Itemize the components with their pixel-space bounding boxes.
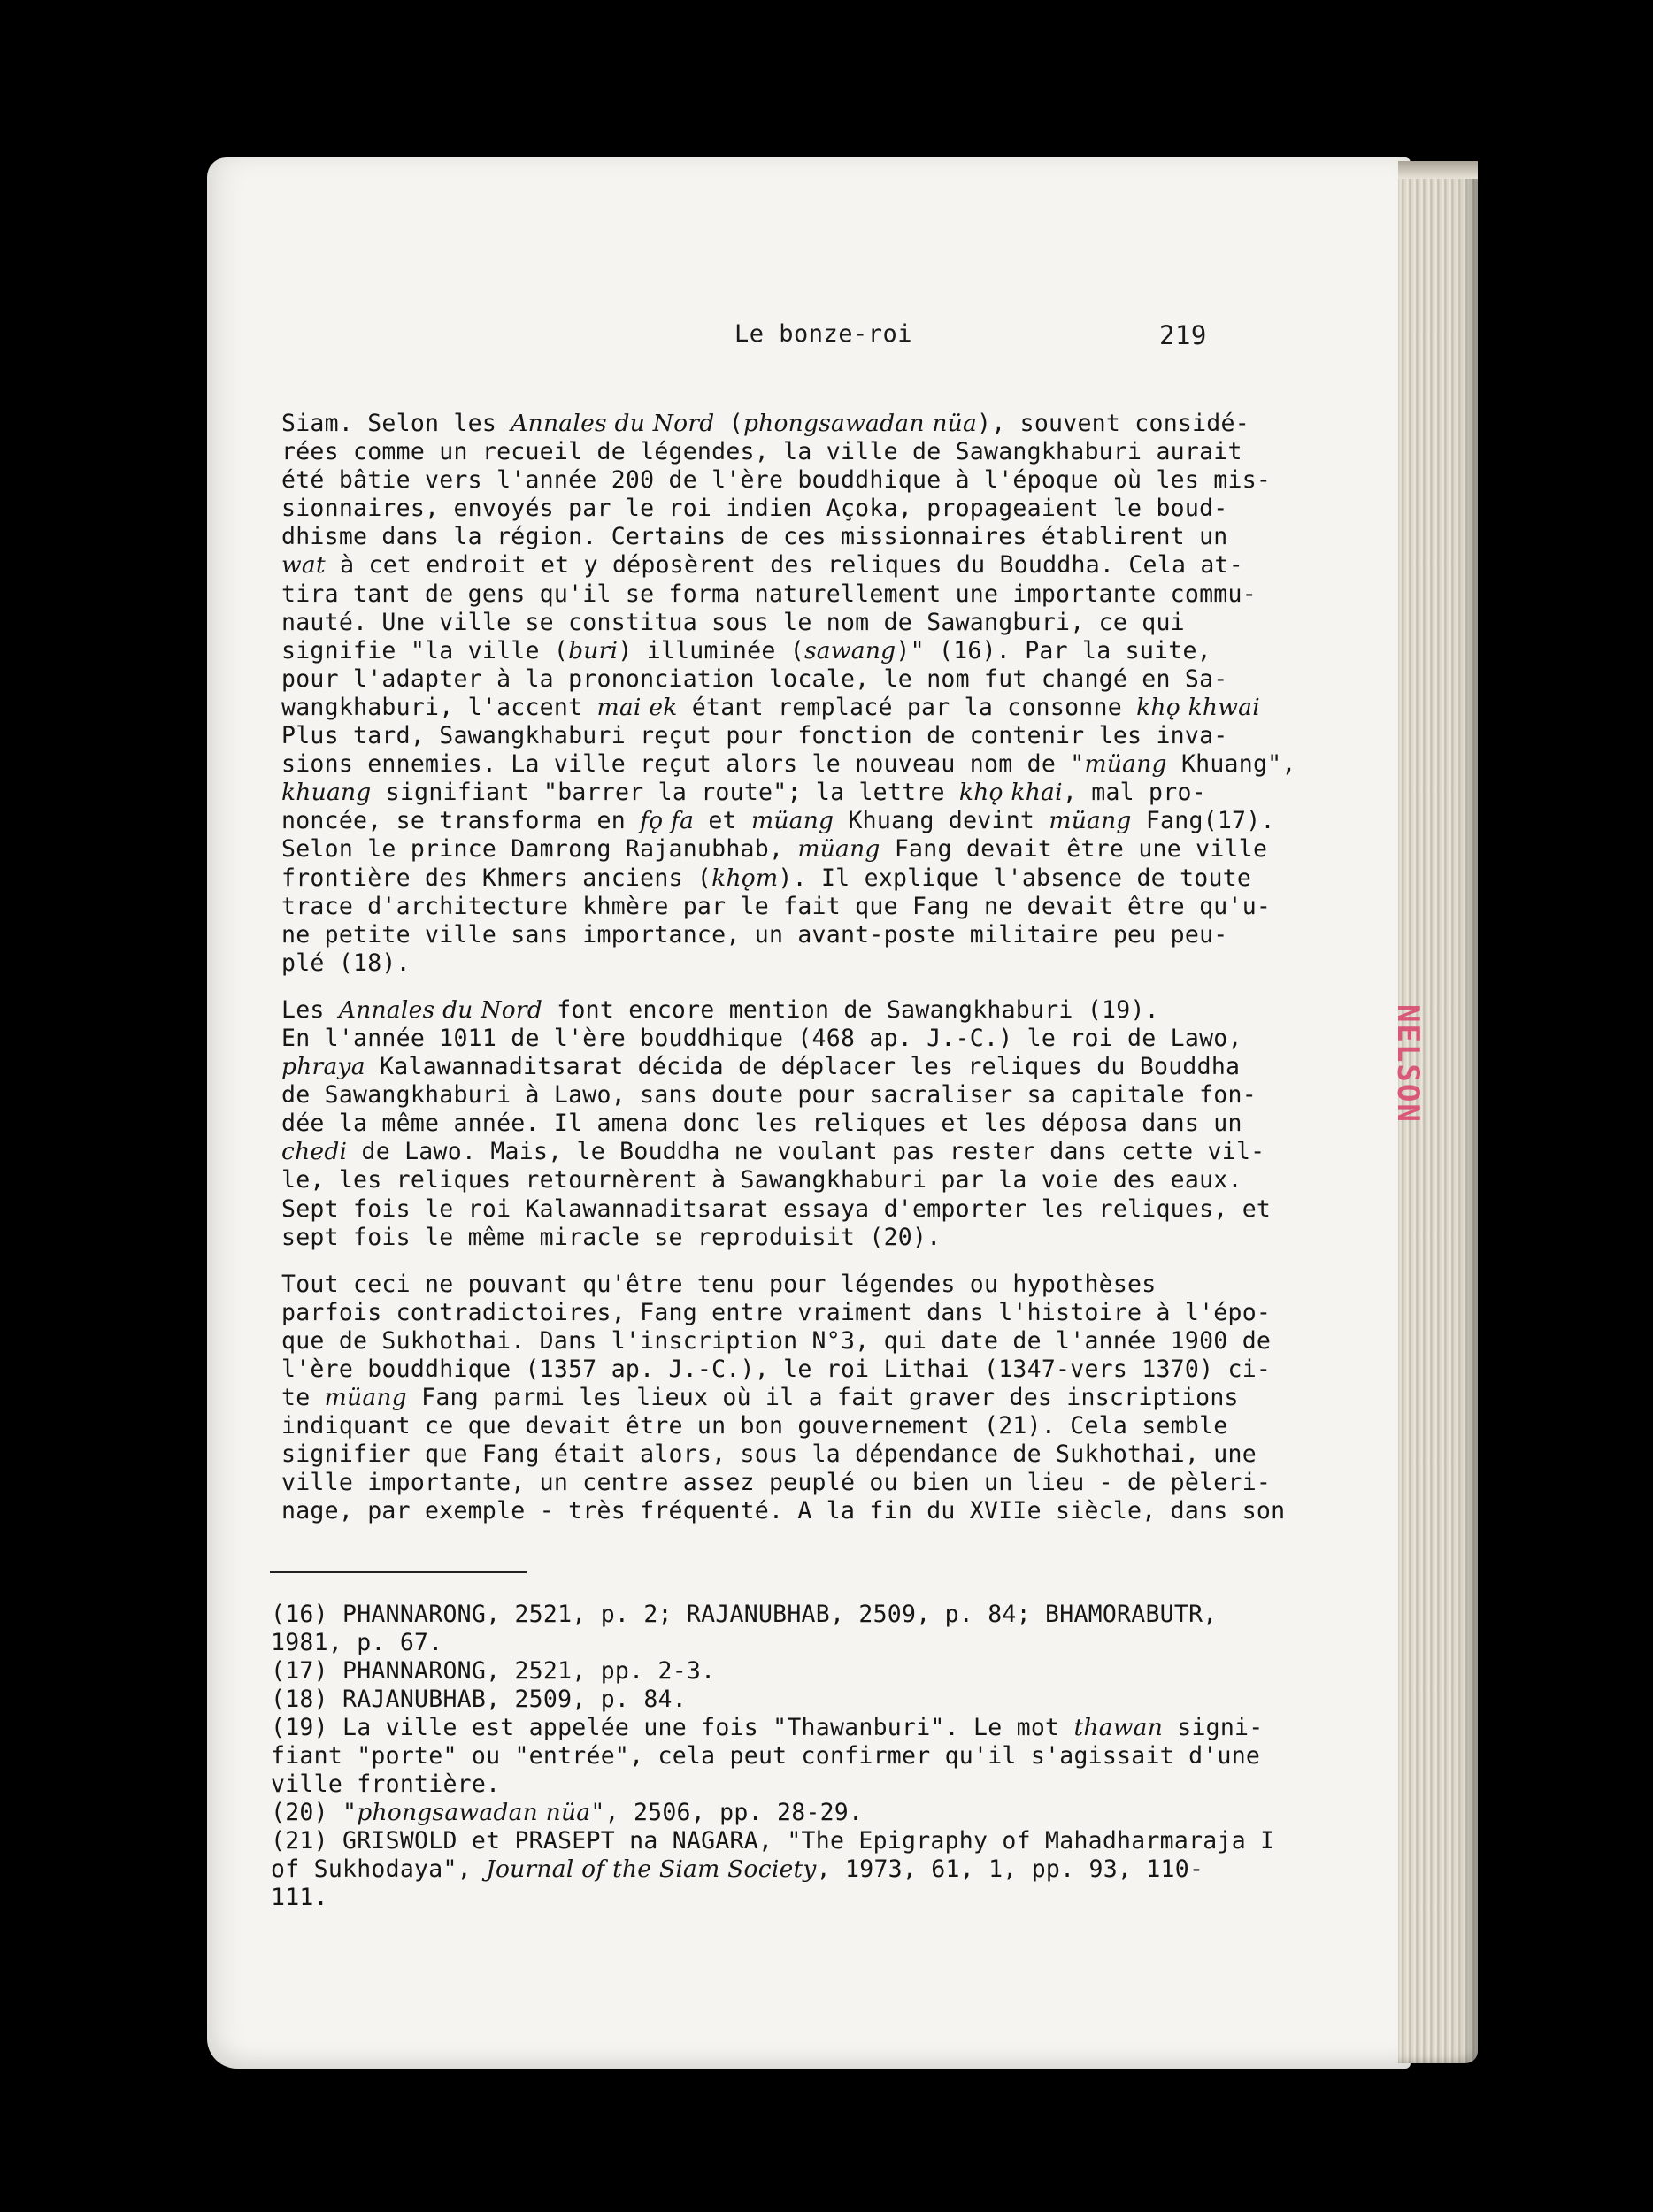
- italic-term: müang: [750, 807, 834, 835]
- text-run: le, les reliques retournèrent à Sawangkhaburi par la voie des eaux.: [281, 1166, 1242, 1194]
- text-run: trace d'architecture khmère par le fait que Fang ne devait être qu'u-: [281, 892, 1272, 920]
- body-line: [281, 551, 1246, 580]
- body-line: [281, 1194, 1272, 1224]
- text-run: Kalawannaditsarat décida de déplacer les reliques du Bouddha: [365, 1053, 1241, 1081]
- footnote-line: [271, 1657, 1244, 1686]
- body-line: [281, 807, 1275, 835]
- italic-term: chedi: [281, 1138, 348, 1166]
- body-line: [281, 466, 1272, 495]
- body-line: [281, 1384, 1246, 1412]
- text-run: ). Il explique l'absence de toute: [778, 864, 1252, 892]
- text-run: (19) La ville est appelée une fois "Thawanburi". Le mot: [271, 1714, 1074, 1741]
- footnote-line: [271, 1601, 1244, 1629]
- italic-term: Annales du Nord: [511, 410, 715, 437]
- italic-term: khuang: [281, 779, 372, 807]
- text-run: parfois contradictoires, Fang entre vraiment dans l'histoire à l'épo-: [281, 1298, 1272, 1326]
- text-run: ne petite ville sans importance, un avant-poste militaire peu peu-: [281, 920, 1228, 949]
- text-run: signifier que Fang était alors, sous la dépendance de Sukhothai, une: [281, 1440, 1257, 1469]
- italic-term: phongsawadan nüa: [742, 410, 978, 437]
- body-line: [281, 1053, 1246, 1081]
- text-run: te: [281, 1384, 325, 1412]
- body-line: [281, 750, 1296, 779]
- body-line: [281, 438, 1246, 466]
- text-run: Fang devait être une ville: [880, 835, 1268, 864]
- italic-term: müang: [1049, 807, 1132, 835]
- footnote-line: [271, 1855, 1244, 1884]
- body-line: [281, 609, 1246, 637]
- text-run: plé (18).: [281, 949, 411, 977]
- text-run: dhisme dans la région. Certains de ces missionnaires établirent un: [281, 523, 1228, 551]
- footnote-line: [271, 1770, 1244, 1799]
- body-line: [281, 949, 1246, 978]
- page-header: [0, 320, 1653, 356]
- text-run: font encore mention de Sawangkhaburi (19).: [542, 995, 1159, 1024]
- text-run: Khuang",: [1166, 750, 1296, 779]
- body-line: [281, 892, 1272, 921]
- body-line: [281, 835, 1268, 864]
- text-run: of Sukhodaya",: [271, 1855, 487, 1883]
- text-run: Siam. Selon les: [281, 410, 511, 437]
- text-run: , 1973, 61, 1, pp. 93, 110-: [816, 1855, 1204, 1883]
- body-line: [281, 1138, 1265, 1166]
- text-run: Les: [281, 995, 339, 1024]
- body-line: [281, 1224, 1246, 1252]
- text-run: Tout ceci ne pouvant qu'être tenu pour légendes ou hypothèses: [281, 1270, 1157, 1298]
- body-line: [281, 580, 1257, 609]
- text-run: ), souvent considé-: [977, 410, 1249, 437]
- text-run: l'ère bouddhique (1357 ap. J.-C.), le roi Lithai (1347-vers 1370) ci-: [281, 1356, 1272, 1383]
- text-run: nauté. Une ville se constitua sous le nom de Sawangburi, ce qui: [281, 608, 1185, 636]
- text-run: pour l'adapter à la prononciation locale, le nom fut changé en Sa-: [281, 664, 1228, 693]
- body-line: [281, 1271, 1246, 1299]
- italic-term: khǫm: [711, 864, 779, 892]
- body-line: [281, 722, 1246, 750]
- text-run: ville frontière.: [271, 1770, 501, 1798]
- italic-term: khǫ khwai: [1136, 693, 1260, 721]
- text-run: En l'année 1011 de l'ère bouddhique (468 ap. J.-C.) le roi de Lawo,: [281, 1024, 1242, 1052]
- text-run: Sept fois le roi Kalawannaditsarat essaya d'emporter les reliques, et: [281, 1194, 1272, 1223]
- italic-term: mai ek: [596, 693, 678, 721]
- text-run: sionnaires, envoyés par le roi indien Açoka, propageaient le boud-: [281, 495, 1228, 523]
- footnote-line: [271, 1884, 1244, 1912]
- text-run: (16) PHANNARONG, 2521, p. 2; RAJANUBHAB, 2509, p. 84; BHAMORABUTR,: [271, 1601, 1218, 1628]
- footnote-line: [271, 1629, 1244, 1657]
- italic-term: phongsawadan nüa: [357, 1799, 591, 1826]
- text-run: ) illuminée (: [618, 636, 804, 664]
- body-line: [281, 1081, 1257, 1110]
- text-run: dée la même année. Il amena donc les reliques et les déposa dans un: [281, 1110, 1242, 1138]
- italic-term: müang: [1084, 750, 1167, 779]
- text-run: Plus tard, Sawangkhaburi reçut pour fonction de contenir les inva-: [281, 722, 1228, 750]
- body-line: [281, 921, 1246, 949]
- text-run: frontière des Khmers anciens (: [281, 864, 712, 892]
- italic-term: Journal of the Siam Society: [486, 1855, 817, 1883]
- text-run: (21) GRISWOLD et PRASEPT na NAGARA, "The Epigraphy of Mahadharmaraja I: [271, 1827, 1275, 1855]
- body-line: [281, 1440, 1257, 1469]
- text-run: 111.: [271, 1884, 328, 1911]
- body-line: [281, 1110, 1246, 1138]
- body-line: [281, 410, 1249, 438]
- text-run: tira tant de gens qu'il se forma naturellement une importante commu-: [281, 580, 1257, 608]
- text-run: Selon le prince Damrong Rajanubhab,: [281, 835, 798, 864]
- side-stamp: NELSON: [1390, 1004, 1426, 1124]
- text-run: signifiant "barrer la route"; la lettre: [371, 779, 959, 807]
- text-run: , mal pro-: [1062, 779, 1206, 807]
- text-run: sept fois le même miracle se reproduisit (20).: [281, 1223, 942, 1251]
- body-line: [281, 779, 1246, 807]
- italic-term: müang: [797, 835, 880, 864]
- footnote-line: [271, 1799, 1244, 1827]
- text-run: 1981, p. 67.: [271, 1629, 443, 1656]
- text-run: (18) RAJANUBHAB, 2509, p. 84.: [271, 1686, 687, 1713]
- text-run: signifie "la ville (: [281, 636, 569, 664]
- footnotes: [271, 1601, 1275, 1912]
- body-line: [281, 864, 1252, 893]
- body-text: [281, 410, 1296, 1526]
- text-run: signi-: [1163, 1714, 1264, 1741]
- italic-term: fǫ fa: [640, 807, 695, 835]
- text-run: de Lawo. Mais, le Bouddha ne voulant pas rester dans cette vil-: [347, 1138, 1265, 1166]
- body-line: [281, 495, 1246, 523]
- body-line: [281, 693, 1260, 722]
- footnote-rule: [270, 1571, 527, 1573]
- footnote-line: [271, 1827, 1275, 1855]
- body-line: [281, 996, 1246, 1025]
- text-run: été bâtie vers l'année 200 de l'ère bouddhique à l'époque où les mis-: [281, 466, 1272, 495]
- text-run: noncée, se transforma en: [281, 807, 641, 835]
- italic-term: Annales du Nord: [338, 995, 543, 1024]
- text-run: ville importante, un centre assez peuplé ou bien un lieu - de pèleri-: [281, 1469, 1272, 1497]
- text-run: à cet endroit et y déposèrent des reliques du Bouddha. Cela at-: [325, 551, 1243, 580]
- italic-term: wat: [281, 551, 326, 580]
- body-line: [281, 1025, 1246, 1053]
- text-run: Khuang devint: [834, 807, 1049, 835]
- text-run: ", 2506, pp. 28-29.: [590, 1799, 864, 1826]
- text-run: Fang(17).: [1131, 807, 1275, 835]
- italic-term: phraya: [281, 1053, 365, 1081]
- body-line: [281, 1356, 1272, 1384]
- footnote-line: [271, 1742, 1261, 1770]
- page-number: 219: [1159, 320, 1207, 350]
- text-run: indiquant ce que devait être un bon gouvernement (21). Cela semble: [281, 1412, 1228, 1440]
- text-run: (20) ": [271, 1799, 358, 1826]
- body-line: [281, 637, 1246, 665]
- text-run: (: [714, 410, 743, 437]
- italic-term: sawang: [803, 636, 896, 664]
- text-run: wangkhaburi, l'accent: [281, 693, 597, 721]
- italic-term: thawan: [1073, 1714, 1164, 1741]
- body-line: [281, 1412, 1246, 1440]
- text-run: )" (16). Par la suite,: [896, 636, 1211, 664]
- footnote-line: [271, 1686, 1244, 1714]
- italic-term: buri: [568, 636, 619, 664]
- text-run: sions ennemies. La ville reçut alors le nouveau nom de ": [281, 750, 1085, 779]
- body-line: [281, 1326, 1272, 1356]
- body-line: [281, 665, 1246, 694]
- italic-term: müang: [324, 1384, 407, 1412]
- text-run: et: [694, 807, 751, 835]
- running-head: Le bonze-roi: [734, 320, 913, 348]
- body-line: [281, 1298, 1272, 1327]
- text-run: nage, par exemple - très fréquenté. A la fin du XVIIe siècle, dans son: [281, 1497, 1286, 1525]
- body-line: [281, 1469, 1272, 1497]
- footnote-line: [271, 1714, 1264, 1742]
- text-run: étant remplacé par la consonne: [677, 693, 1137, 721]
- text-run: de Sawangkhaburi à Lawo, sans doute pour sacraliser sa capitale fon-: [281, 1081, 1257, 1110]
- text-run: Fang parmi les lieux où il a fait graver des inscriptions: [406, 1384, 1239, 1412]
- body-line: [281, 1497, 1286, 1525]
- text-run: fiant "porte" ou "entrée", cela peut confirmer qu'il s'agissait d'une: [271, 1742, 1261, 1770]
- text-run: (17) PHANNARONG, 2521, pp. 2-3.: [271, 1657, 716, 1685]
- text-run: rées comme un recueil de légendes, la ville de Sawangkhaburi aurait: [281, 438, 1242, 466]
- italic-term: khǫ khai: [958, 779, 1063, 807]
- text-run: que de Sukhothai. Dans l'inscription N°3, qui date de l'année 1900 de: [281, 1326, 1272, 1355]
- body-line: [281, 523, 1246, 551]
- body-line: [281, 1166, 1246, 1194]
